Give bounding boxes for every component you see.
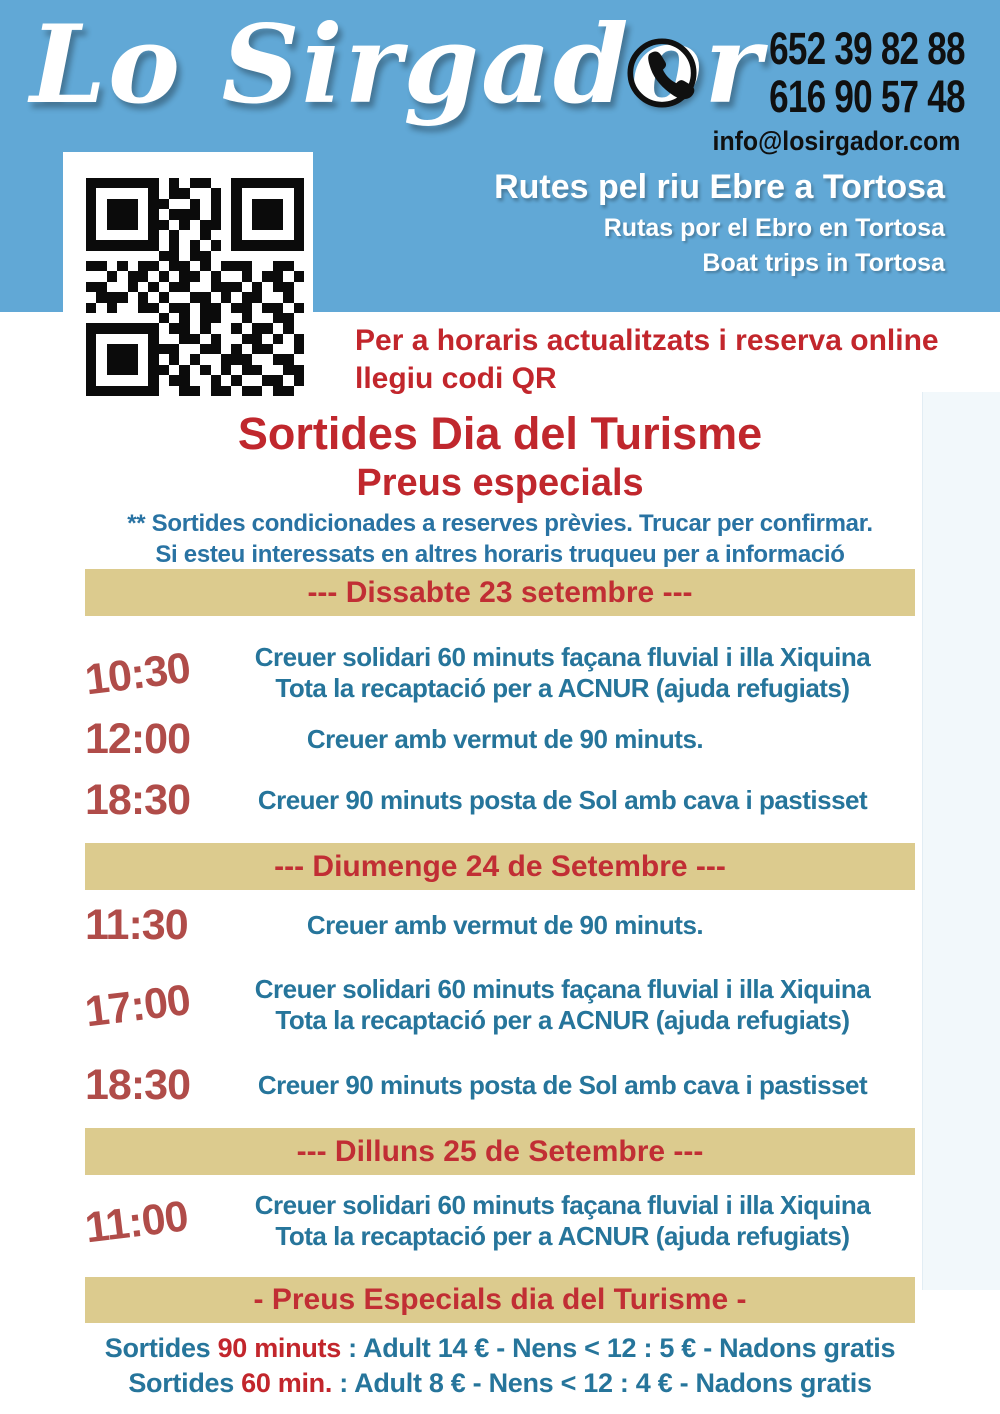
schedule-row [82, 640, 915, 706]
page-title: Sortides Dia del Turisme [237, 408, 763, 459]
phone-number-1: 652 39 82 88 [769, 23, 965, 74]
trip-description: Creuer amb vermut de 90 minuts. [306, 723, 704, 754]
departure-time: 12:00 [85, 714, 190, 763]
price-duration-highlight: 60 min. [241, 1368, 333, 1398]
schedule-row [82, 1188, 915, 1254]
qr-instruction-line-1: Per a horaris actualitzats i reserva online [355, 324, 939, 357]
day-heading-saturday: --- Dissabte 23 setembre --- [85, 569, 915, 616]
schedule-row [85, 713, 915, 765]
schedule-row [85, 774, 915, 826]
email-address: info@losirgador.com [712, 126, 960, 156]
qr-code-pattern [86, 178, 304, 396]
qr-instruction [355, 322, 939, 398]
day-heading-sunday: --- Diumenge 24 de Setembre --- [85, 843, 915, 890]
trip-description: Creuer amb vermut de 90 minuts. [306, 909, 704, 940]
departure-time: 17:00 [82, 975, 193, 1036]
trip-description: Creuer solidari 60 minuts façana fluvial i illa Xiquina Tota la recaptació per a ACNUR (ajuda refugiats) [254, 642, 871, 703]
tagline-catalan: Rutes pel riu Ebre a Tortosa [494, 168, 945, 206]
price-line-60min: Sortides 60 min. : Adult 8 € - Nens < 12 : 4 € - Nadons gratis [128, 1368, 872, 1398]
departure-time: 11:30 [85, 900, 188, 949]
departure-time: 10:30 [82, 643, 193, 704]
schedule-row [85, 1059, 915, 1111]
price-line-90min: Sortides 90 minuts : Adult 14 € - Nens < 12 : 5 € - Nadons gratis [104, 1333, 896, 1363]
price-duration-highlight: 90 minuts [217, 1333, 341, 1363]
departure-time: 18:30 [85, 775, 190, 824]
prices-heading: - Preus Especials dia del Turisme - [85, 1277, 915, 1323]
tagline-spanish: Rutas por el Ebro en Tortosa [603, 214, 945, 242]
phone-handset-icon [624, 35, 700, 111]
logo-text: Lo Sirgador [30, 2, 764, 128]
trip-description: Creuer solidari 60 minuts façana fluvial i illa Xiquina Tota la recaptació per a ACNUR (ajuda refugiats) [254, 1190, 871, 1251]
qr-code [63, 152, 313, 408]
conditions-note-1: ** Sortides condicionades a reserves prèvies. Trucar per confirmar. [127, 510, 873, 537]
contact-block [624, 25, 965, 121]
phone-number-2: 616 90 57 48 [769, 71, 965, 123]
day-heading-monday: --- Dilluns 25 de Setembre --- [85, 1128, 915, 1175]
schedule-row [85, 899, 915, 951]
trip-description: Creuer solidari 60 minuts façana fluvial i illa Xiquina Tota la recaptació per a ACNUR (ajuda refugiats) [254, 974, 871, 1035]
page-subtitle: Preus especials [356, 462, 644, 504]
conditions-note-2: Si esteu interessats en altres horaris truqueu per a informació [155, 541, 845, 568]
trip-description: Creuer 90 minuts posta de Sol amb cava i pastisset [257, 784, 868, 815]
tagline-english: Boat trips in Tortosa [702, 249, 945, 277]
phone-numbers [769, 25, 965, 121]
departure-time: 18:30 [85, 1060, 190, 1109]
schedule-row [82, 972, 915, 1038]
qr-instruction-line-2: llegiu codi QR [355, 362, 557, 395]
trip-description: Creuer 90 minuts posta de Sol amb cava i pastisset [257, 1069, 868, 1100]
departure-time: 11:00 [82, 1191, 191, 1252]
